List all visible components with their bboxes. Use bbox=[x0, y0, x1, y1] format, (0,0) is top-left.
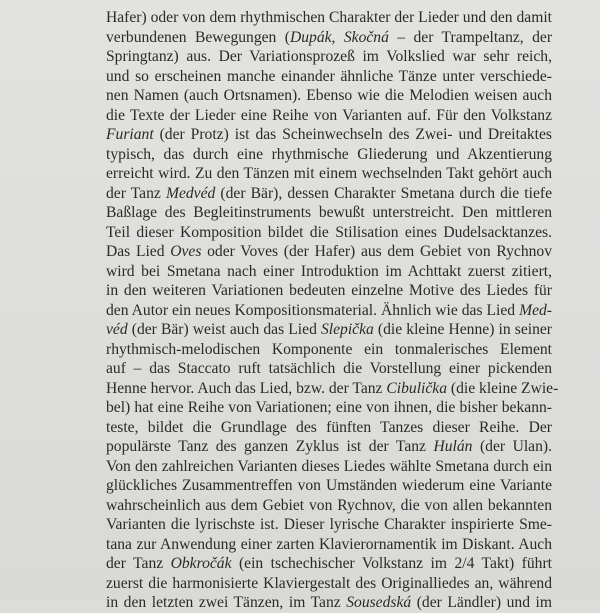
text-line bbox=[106, 457, 552, 477]
text-run: (die kleine Henne) in seiner bbox=[373, 321, 552, 338]
text-run: Varianten die lyrischste ist. Dieser lyrische Charakter inspirierte Sme- bbox=[106, 516, 552, 533]
text-run: in den weiteren Variationen bedeuten einzelne Motive des Liedes für bbox=[106, 282, 552, 299]
italic-term: Dupák bbox=[289, 28, 332, 46]
text-run: Von den zahlreichen Varianten dieses Liedes wählte Smetana durch ein bbox=[106, 457, 552, 475]
text-run: zuerst die harmonisierte Klaviergestalt des Originalliedes an, während bbox=[106, 574, 552, 592]
italic-term: Hulán bbox=[433, 438, 473, 455]
italic-term: Medvéd bbox=[165, 184, 216, 202]
text-run: (der Protz) ist das Scheinwechseln des Zwei- und Dreitaktes bbox=[153, 126, 552, 143]
text-run: (der Bär), dessen Charakter Smetana durch die tiefe bbox=[215, 184, 552, 202]
text-run: erreicht wird. Zu den Tänzen mit einem wechselnden Takt gehört auch bbox=[106, 165, 552, 182]
text-line bbox=[106, 223, 552, 243]
text-run: in den letzten zwei Tänzen, im Tanz bbox=[106, 594, 347, 611]
text-line bbox=[106, 301, 552, 321]
text-run: (ein tschechischer Volkstanz im 2/4 Takt) führt bbox=[231, 555, 552, 572]
text-line bbox=[106, 106, 552, 126]
text-line bbox=[106, 262, 552, 282]
text-line bbox=[106, 437, 552, 457]
text-run: und so erscheinen manche einander ähnliche Tänze unter verschiede- bbox=[106, 67, 552, 85]
italic-term: Sousedská bbox=[346, 594, 412, 611]
text-line bbox=[106, 47, 552, 67]
text-line bbox=[106, 320, 552, 340]
text-line bbox=[106, 574, 552, 594]
italic-term: Oves bbox=[170, 243, 202, 260]
text-line bbox=[106, 554, 552, 574]
text-line bbox=[106, 8, 552, 28]
text-run: Das Lied bbox=[106, 243, 171, 260]
text-line bbox=[106, 281, 552, 301]
text-run: (der Ulan). bbox=[472, 438, 552, 455]
italic-term: Furiant bbox=[106, 126, 154, 143]
text-line bbox=[106, 203, 552, 223]
text-run: (die kleine Zwie- bbox=[447, 379, 559, 397]
text-run: populärste Tanz des ganzen Zyklus ist der Tanz bbox=[106, 438, 434, 455]
text-run: Baßlage des Begleitinstruments bewußt unterstreicht. Den mittleren bbox=[106, 204, 552, 221]
text-run: Teil dieser Komposition bildet die Stilisation eines Dudelsacktanzes. bbox=[106, 223, 552, 241]
text-run: der Tanz bbox=[106, 184, 166, 202]
text-line bbox=[106, 340, 552, 360]
text-run: oder Voves (der Hafer) aus dem Gebiet von Rychnov bbox=[201, 243, 553, 260]
text-line bbox=[106, 398, 552, 418]
italic-term: Slepička bbox=[320, 321, 374, 338]
italic-term: Med- bbox=[519, 301, 552, 319]
text-line bbox=[106, 145, 552, 165]
text-run: Henne hervor. Auch das Lied, bzw. der Tanz bbox=[106, 379, 387, 397]
text-line bbox=[106, 242, 552, 262]
italic-term: Cibulička bbox=[386, 379, 448, 397]
text-run: (der Bär) weist auch das Lied bbox=[127, 321, 321, 338]
text-run: typisch, das durch eine rhythmische Gliederung und Akzentierung bbox=[106, 145, 552, 163]
text-line bbox=[106, 359, 552, 379]
text-run: nen Namen (auch Ortsnamen). Ebenso wie die Melodien weisen auch bbox=[106, 87, 552, 104]
text-run: , bbox=[331, 28, 344, 46]
text-run: die Texte der Lieder eine Reihe von Varianten auf. Für den Volkstanz bbox=[106, 106, 552, 124]
italic-term: véd bbox=[106, 321, 128, 338]
text-line bbox=[106, 593, 552, 613]
text-run: bel) hat eine Reihe von Variationen; eine von ihnen, die bisher bekann- bbox=[106, 399, 552, 416]
text-line bbox=[106, 67, 552, 87]
text-run: tana zur Anwendung einer zarten Klavierornamentik im Diskant. Auch bbox=[106, 535, 552, 553]
italic-term: Skočná bbox=[343, 28, 389, 46]
text-run: auf – das Staccato ruft tatsächlich die Vorstellung einer pickenden bbox=[106, 360, 552, 377]
text-line bbox=[106, 515, 552, 535]
text-line bbox=[106, 496, 552, 516]
text-line bbox=[106, 164, 552, 184]
text-line bbox=[106, 418, 552, 438]
text-line bbox=[106, 476, 552, 496]
italic-term: Obkročák bbox=[170, 555, 232, 572]
text-run: (der Ländler) und im bbox=[411, 594, 553, 611]
text-run: den Autor ein neues Kompositionsmaterial. Ähnlich wie das Lied bbox=[106, 301, 520, 319]
text-run: rhythmisch-melodischen Komponente ein tonmalerisches Element bbox=[106, 340, 552, 358]
text-line bbox=[106, 125, 552, 145]
text-run: glückliches Zusammentreffen von Umständen wiederum eine Variante bbox=[106, 477, 552, 494]
text-run: verbundenen Bewegungen ( bbox=[106, 28, 290, 46]
text-run: wird bei Smetana nach einer Introduktion im Achttakt zuerst zitiert, bbox=[106, 262, 552, 280]
text-run: – der Trampeltanz, der bbox=[388, 28, 553, 46]
text-line bbox=[106, 86, 552, 106]
body-text bbox=[106, 8, 559, 613]
text-run: teste, bildet die Grundlage des fünften Tanzes dieser Reihe. Der bbox=[106, 418, 552, 436]
text-line bbox=[106, 379, 559, 399]
text-line bbox=[106, 535, 552, 555]
text-run: wahrscheinlich aus dem Gebiet von Rychnov, die von allen bekannten bbox=[106, 496, 552, 514]
text-run: der Tanz bbox=[106, 555, 171, 572]
text-run: Springtanz) aus. Der Variationsprozeß im Volkslied war sehr reich, bbox=[106, 48, 552, 65]
text-run: Hafer) oder von dem rhythmischen Charakter der Lieder und den damit bbox=[106, 9, 552, 26]
text-line bbox=[106, 28, 552, 48]
text-line bbox=[106, 184, 552, 204]
